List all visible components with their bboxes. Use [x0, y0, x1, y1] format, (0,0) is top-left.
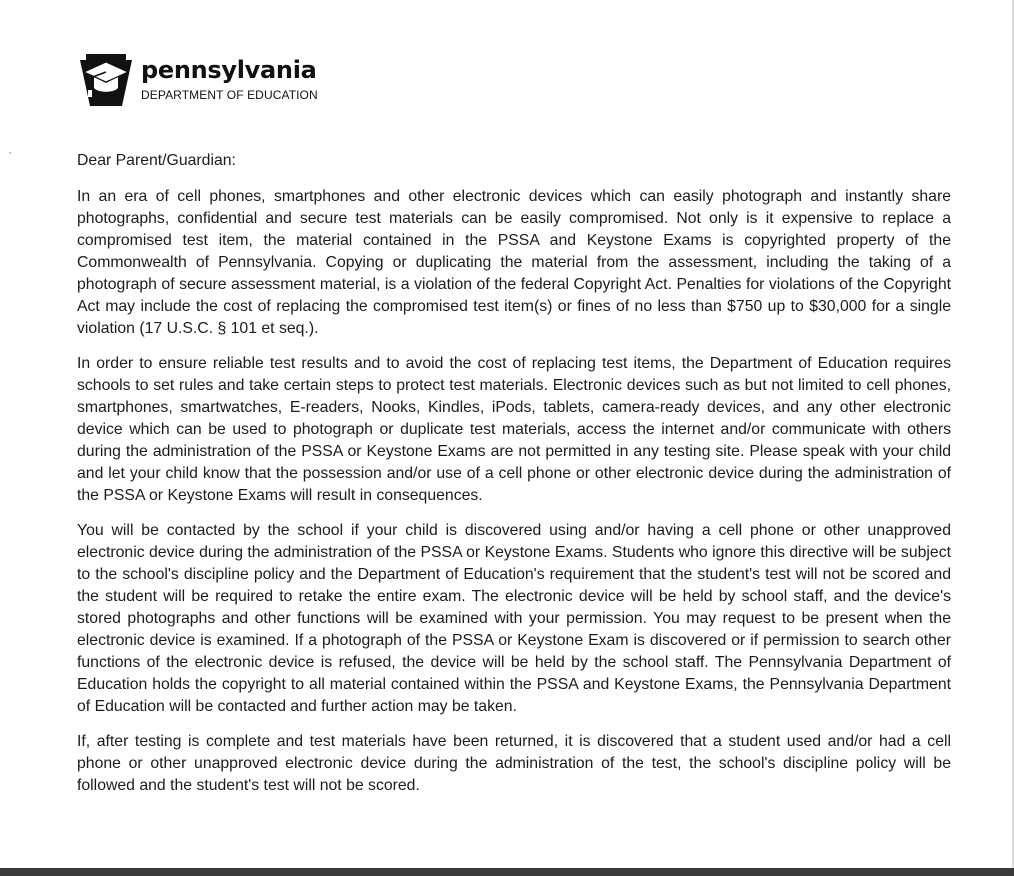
paragraph-after-testing: If, after testing is complete and test materials have been returned, it is discovered that a student used and/or had a cell phone or other unapproved electronic device during the administration of the test, the school's discipline policy will be followed and the student's test will not be scored.	[77, 733, 951, 794]
paragraph-device-rules: In order to ensure reliable test results and to avoid the cost of replacing test items, the Department of Education requires schools to set rules and take certain steps to protect test materials. Electronic devices such as but not limited to cell phones, smartphones, smartwatches, E-readers, Nooks, Kindles, iPods, tablets, camera-ready devices, and any other electronic device which can be used to photograph or duplicate test materials, access the internet and/or communicate with others during the administration of the PSSA or Keystone Exams are not permitted in any testing site. Please speak with your child and let your child know that the possession and/or use of a cell phone or other electronic device during the administration of the PSSA or Keystone Exams will result in consequences.	[77, 355, 951, 504]
org-name: pennsylvania	[141, 56, 317, 84]
greeting: Dear Parent/Guardian:	[77, 152, 236, 169]
department-name: DEPARTMENT OF EDUCATION	[141, 88, 318, 102]
pde-logo	[78, 52, 318, 108]
keystone-graduation-cap-icon	[78, 52, 134, 108]
scan-speck	[9, 152, 11, 154]
bottom-bar	[0, 868, 1014, 876]
paragraph-copyright: In an era of cell phones, smartphones and other electronic devices which can easily photograph and instantly share photographs, confidential and secure test materials can be easily compromised. Not only is it expensive to replace a compromised test item, the material contained in the PSSA and Keystone Exams is copyrighted property of the Commonwealth of Pennsylvania. Copying or duplicating the material from the assessment, including the taking of a photograph of secure assessment material, is a violation of the federal Copyright Act. Penalties for violations of the Copyright Act may include the cost of replacing the compromised test item(s) or fines of no less than $750 up to $30,000 for a single violation (17 U.S.C. § 101 et seq.).	[77, 188, 951, 337]
letter-body	[77, 150, 951, 810]
paragraph-consequences: You will be contacted by the school if your child is discovered using and/or having a cell phone or other unapproved electronic device during the administration of the PSSA or Keystone Exams. Students who ignore this directive will be subject to the school's discipline policy and the Department of Education's requirement that the student's test will not be scored and the student will be required to retake the entire exam. The electronic device will be held by school staff, and the device's stored photographs and other functions will be examined with your permission. You may request to be present when the electronic device is examined. If a photograph of the PSSA or Keystone Exam is discovered or if permission to search other functions of the electronic device is refused, the device will be held by the school staff. The Pennsylvania Department of Education holds the copyright to all material contained within the PSSA and Keystone Exams, the Pennsylvania Department of Education will be contacted and further action may be taken.	[77, 522, 951, 715]
